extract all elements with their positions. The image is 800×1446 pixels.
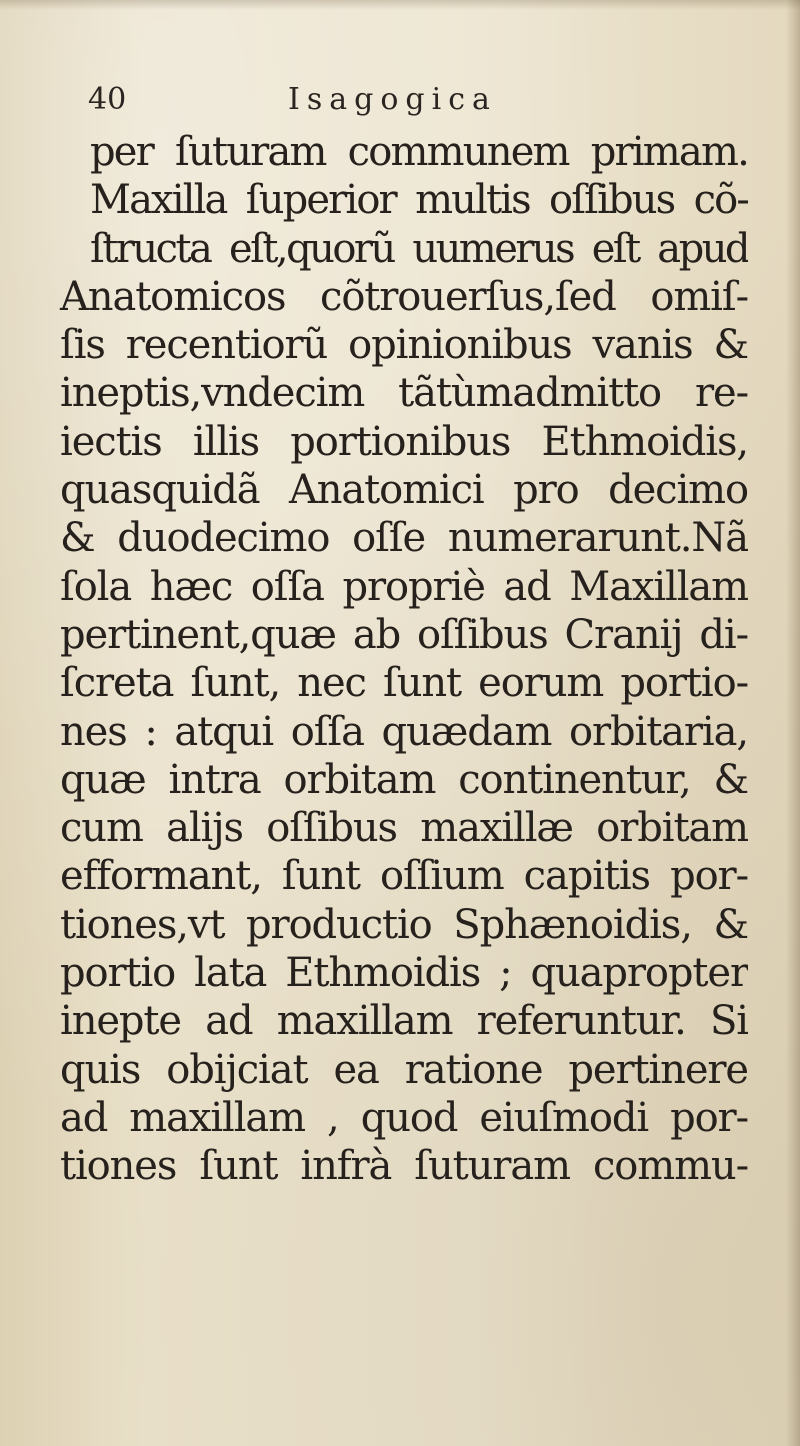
text-line: cum alijs oſſibus maxillæ orbitam — [60, 805, 748, 852]
text-line: inepte ad maxillam referuntur. Si — [60, 998, 748, 1045]
running-head — [88, 78, 728, 122]
text-line: ſola hæc oſſa propriè ad Maxillam — [60, 563, 748, 610]
text-line: ſis recentiorũ opinionibus vanis & — [60, 322, 748, 369]
text-line: pertinent,quæ ab oſſibus Cranij di- — [60, 611, 748, 658]
text-line: efformant, ſunt oſſium capitis por- — [60, 853, 748, 900]
text-line: & duodecimo oſſe numerarunt.Nã — [60, 515, 748, 562]
text-line: ineptis,vndecim tãtùmadmitto re- — [60, 370, 748, 417]
text-line: Anatomicos cõtrouerſus,ſed omiſ- — [60, 273, 748, 320]
text-line: quæ intra orbitam continentur, & — [60, 756, 748, 803]
body-text — [58, 128, 748, 1191]
text-line: quasquidã Anatomici pro decimo — [60, 467, 748, 514]
page-top-shadow — [0, 0, 800, 10]
running-title: Isagogica — [288, 82, 497, 117]
page-right-shadow — [786, 0, 800, 1446]
text-line: per ſuturam communem primam. — [90, 129, 748, 175]
text-line: tiones ſunt infrà ſuturam commu- — [60, 1143, 748, 1190]
text-line: ſcreta ſunt, nec ſunt eorum portio- — [60, 660, 748, 707]
text-line: quis obijciat ea ratione pertinere — [60, 1046, 748, 1093]
page-number: 40 — [88, 82, 127, 117]
text-line: tiones,vt productio Sphænoidis, & — [60, 901, 748, 948]
text-line: Maxilla ſuperior multis oſſibus cõ- — [90, 177, 748, 224]
text-line: portio lata Ethmoidis ; quapropter — [60, 950, 748, 997]
text-line: iectis illis portionibus Ethmoidis, — [60, 418, 748, 465]
text-line: ſtructa eſt,quorũ uumerus eſt apud — [90, 225, 748, 272]
text-line: nes : atqui oſſa quædam orbitaria, — [60, 708, 748, 755]
text-line: ad maxillam , quod eiuſmodi por- — [60, 1094, 748, 1141]
